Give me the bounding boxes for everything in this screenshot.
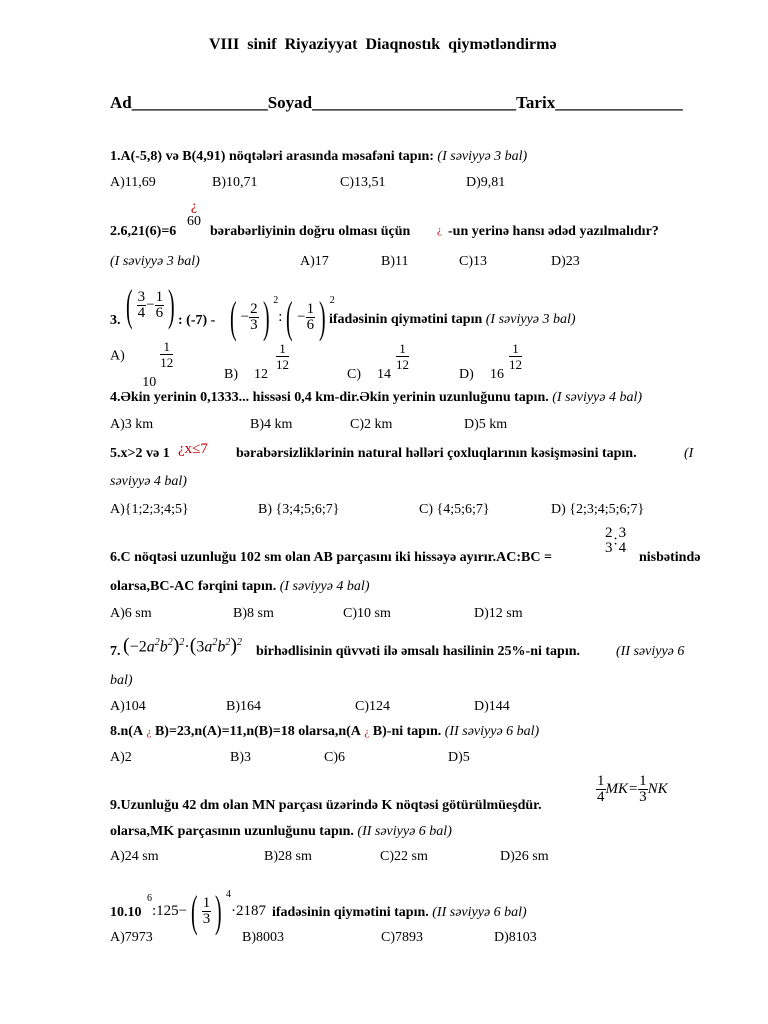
q7-expression: $(-2a^2b^2)^2\cdot(3a^2b^2)^2$ — [123, 634, 243, 657]
q5-option-c: C) {4;5;6;7} — [419, 502, 490, 517]
q8-option-c: C)6 — [324, 750, 345, 765]
question-1-text: 1.A(-5,8) və B(4,91) nöqtələri arasında məsafəni tapın: — [110, 149, 434, 164]
q7-option-a: A)104 — [110, 699, 146, 714]
q2-option-a: A)17 — [300, 254, 329, 269]
q3-option-d-label: D) — [459, 367, 474, 382]
q7-level-2: bal) — [110, 673, 133, 688]
q2-option-b: B)11 — [381, 254, 409, 269]
q1-option-b: B)10,71 — [212, 175, 258, 190]
q9-text: 9.Uzunluğu 42 dm olan MN parçası üzərində K nöqtəsi götürülmüeşdür. — [110, 798, 542, 813]
q1-option-d: D)9,81 — [466, 175, 506, 190]
question-8: 8.n(A ¿ B)=23,n(A)=11,n(B)=18 olarsa,n(A ¿ B)-ni tapın. (II səviyyə 6 bal) — [110, 724, 540, 739]
q3-option-d-whole: 16 — [490, 367, 504, 382]
q9-condition: $\frac{1}{4}$ MK= $\frac{1}{3}$ NK — [597, 773, 668, 805]
q3-option-c-frac: $\frac{1}{12}$ — [396, 341, 409, 372]
q5-inequality: ¿x≤7 — [178, 441, 208, 457]
q10-text: ifadəsinin qiymətini tapın. (II səviyyə 6 bal) — [272, 905, 527, 920]
student-info-line: Ad________________Soyad________________________Tarix_______________ — [110, 93, 683, 112]
q7-text: birhədlisinin qüvvəti ilə əmsalı hasilinin 25%-ni tapın. — [256, 644, 581, 659]
q3-expr-1: ( $\frac{3}{4}$ − $\frac{1}{6}$ ) — [126, 280, 175, 330]
q3-number: 3. — [110, 313, 121, 328]
q2-suffix: -un yerinə hansı ədəd yazılmalıdır? — [448, 224, 659, 239]
q7-option-c: C)124 — [355, 699, 390, 714]
q10-option-a: A)7973 — [110, 930, 153, 945]
q4-option-a: A)3 km — [110, 417, 154, 432]
q3-option-c-whole: 14 — [377, 367, 391, 382]
q5-prefix: 5.x>2 və 1 — [110, 446, 170, 461]
q2-mark: ¿ — [437, 224, 442, 236]
q5-level-1: (I — [684, 446, 694, 461]
q3-option-a: A) 10 $\frac{1}{12}$ — [110, 339, 174, 390]
q8-option-d: D)5 — [448, 750, 470, 765]
q6-tail: nisbətində — [639, 550, 701, 565]
q3-mid: : (-7) - — [178, 313, 216, 328]
q5-text: bərabərsizliklərinin natural həlləri çoxluqlarının kəsişməsini tapın. — [236, 446, 637, 461]
q2-option-d: D)23 — [551, 254, 580, 269]
q1-option-a: A)11,69 — [110, 175, 156, 190]
q3-expr-2: ( − $\frac{2}{3}$ ) $^2$:( − $\frac{1}{6}$ ) $^2$ — [230, 292, 335, 342]
q5-option-a: A){1;2;3;4;5} — [110, 502, 189, 517]
q6-ratio: 2 3 : 3 4 — [605, 525, 627, 556]
q4-option-d: D)5 km — [464, 417, 508, 432]
q3-option-d-frac: $\frac{1}{12}$ — [509, 341, 522, 372]
q7-option-d: D)144 — [474, 699, 510, 714]
q9-option-d: D)26 sm — [500, 849, 549, 864]
q9-line2: olarsa,MK parçasının uzunluğunu tapın. (II səviyyə 6 bal) — [110, 824, 452, 839]
q10-expression: $^6$:125−( $\frac{1}{3}$ ) $^4$·2187 — [147, 886, 266, 936]
question-2-prefix: 2.6,21(6)=6 — [110, 224, 177, 239]
q6-text: 6.C nöqtəsi uzunluğu 102 sm olan AB parçasını iki hissəyə ayırır.AC:BC = — [110, 550, 552, 565]
q2-fraction — [184, 200, 204, 230]
q2-level: (I səviyyə 3 bal) — [110, 254, 200, 269]
q5-level-2: səviyyə 4 bal) — [110, 474, 187, 489]
q3-option-b-frac: $\frac{1}{12}$ — [276, 341, 289, 372]
q8-option-a: A)2 — [110, 750, 132, 765]
q9-option-c: C)22 sm — [380, 849, 428, 864]
q7-number: 7. — [110, 644, 121, 659]
question-1-level: (I səviyyə 3 bal) — [437, 149, 528, 164]
q5-option-d: D) {2;3;4;5;6;7} — [551, 502, 645, 517]
q6-option-c: C)10 sm — [343, 606, 391, 621]
q9-option-b: B)28 sm — [264, 849, 312, 864]
q6-option-b: B)8 sm — [233, 606, 274, 621]
q10-option-c: C)7893 — [381, 930, 423, 945]
q4-option-c: C)2 km — [350, 417, 393, 432]
q10-option-b: B)8003 — [242, 930, 284, 945]
q2-middle: bərabərliyinin doğru olması üçün — [210, 224, 411, 239]
q3-option-c-label: C) — [347, 367, 361, 382]
q6-option-a: A)6 sm — [110, 606, 152, 621]
q5-option-b: B) {3;4;5;6;7} — [258, 502, 340, 517]
q8-option-b: B)3 — [230, 750, 251, 765]
q2-frac-num: ¿ — [190, 199, 198, 214]
question-1 — [110, 149, 527, 165]
q1-option-c: C)13,51 — [340, 175, 386, 190]
q6-line2: olarsa,BC-AC fərqini tapın. (I səviyyə 4 bal) — [110, 579, 370, 594]
question-4: 4.Əkin yerinin 0,1333... hissəsi 0,4 km-dir.Əkin yerinin uzunluğunu tapın. (I səviyyə 4 bal) — [110, 390, 643, 405]
q10-number: 10.10 — [110, 905, 142, 920]
q3-option-b-label: B) — [224, 367, 238, 382]
q9-option-a: A)24 sm — [110, 849, 159, 864]
q4-option-b: B)4 km — [250, 417, 293, 432]
q10-option-d: D)8103 — [494, 930, 537, 945]
q2-option-c: C)13 — [459, 254, 487, 269]
q7-level-1: (II səviyyə 6 — [616, 644, 685, 659]
page-title: VIII sinif Riyaziyyat Diaqnostık qiymətləndirmə — [209, 36, 557, 53]
q3-option-b-whole: 12 — [254, 367, 268, 382]
q6-option-d: D)12 sm — [474, 606, 523, 621]
q7-option-b: B)164 — [226, 699, 261, 714]
q2-frac-den: 60 — [187, 214, 201, 229]
q3-text: ifadəsinin qiymətini tapın (I səviyyə 3 bal) — [329, 312, 576, 327]
